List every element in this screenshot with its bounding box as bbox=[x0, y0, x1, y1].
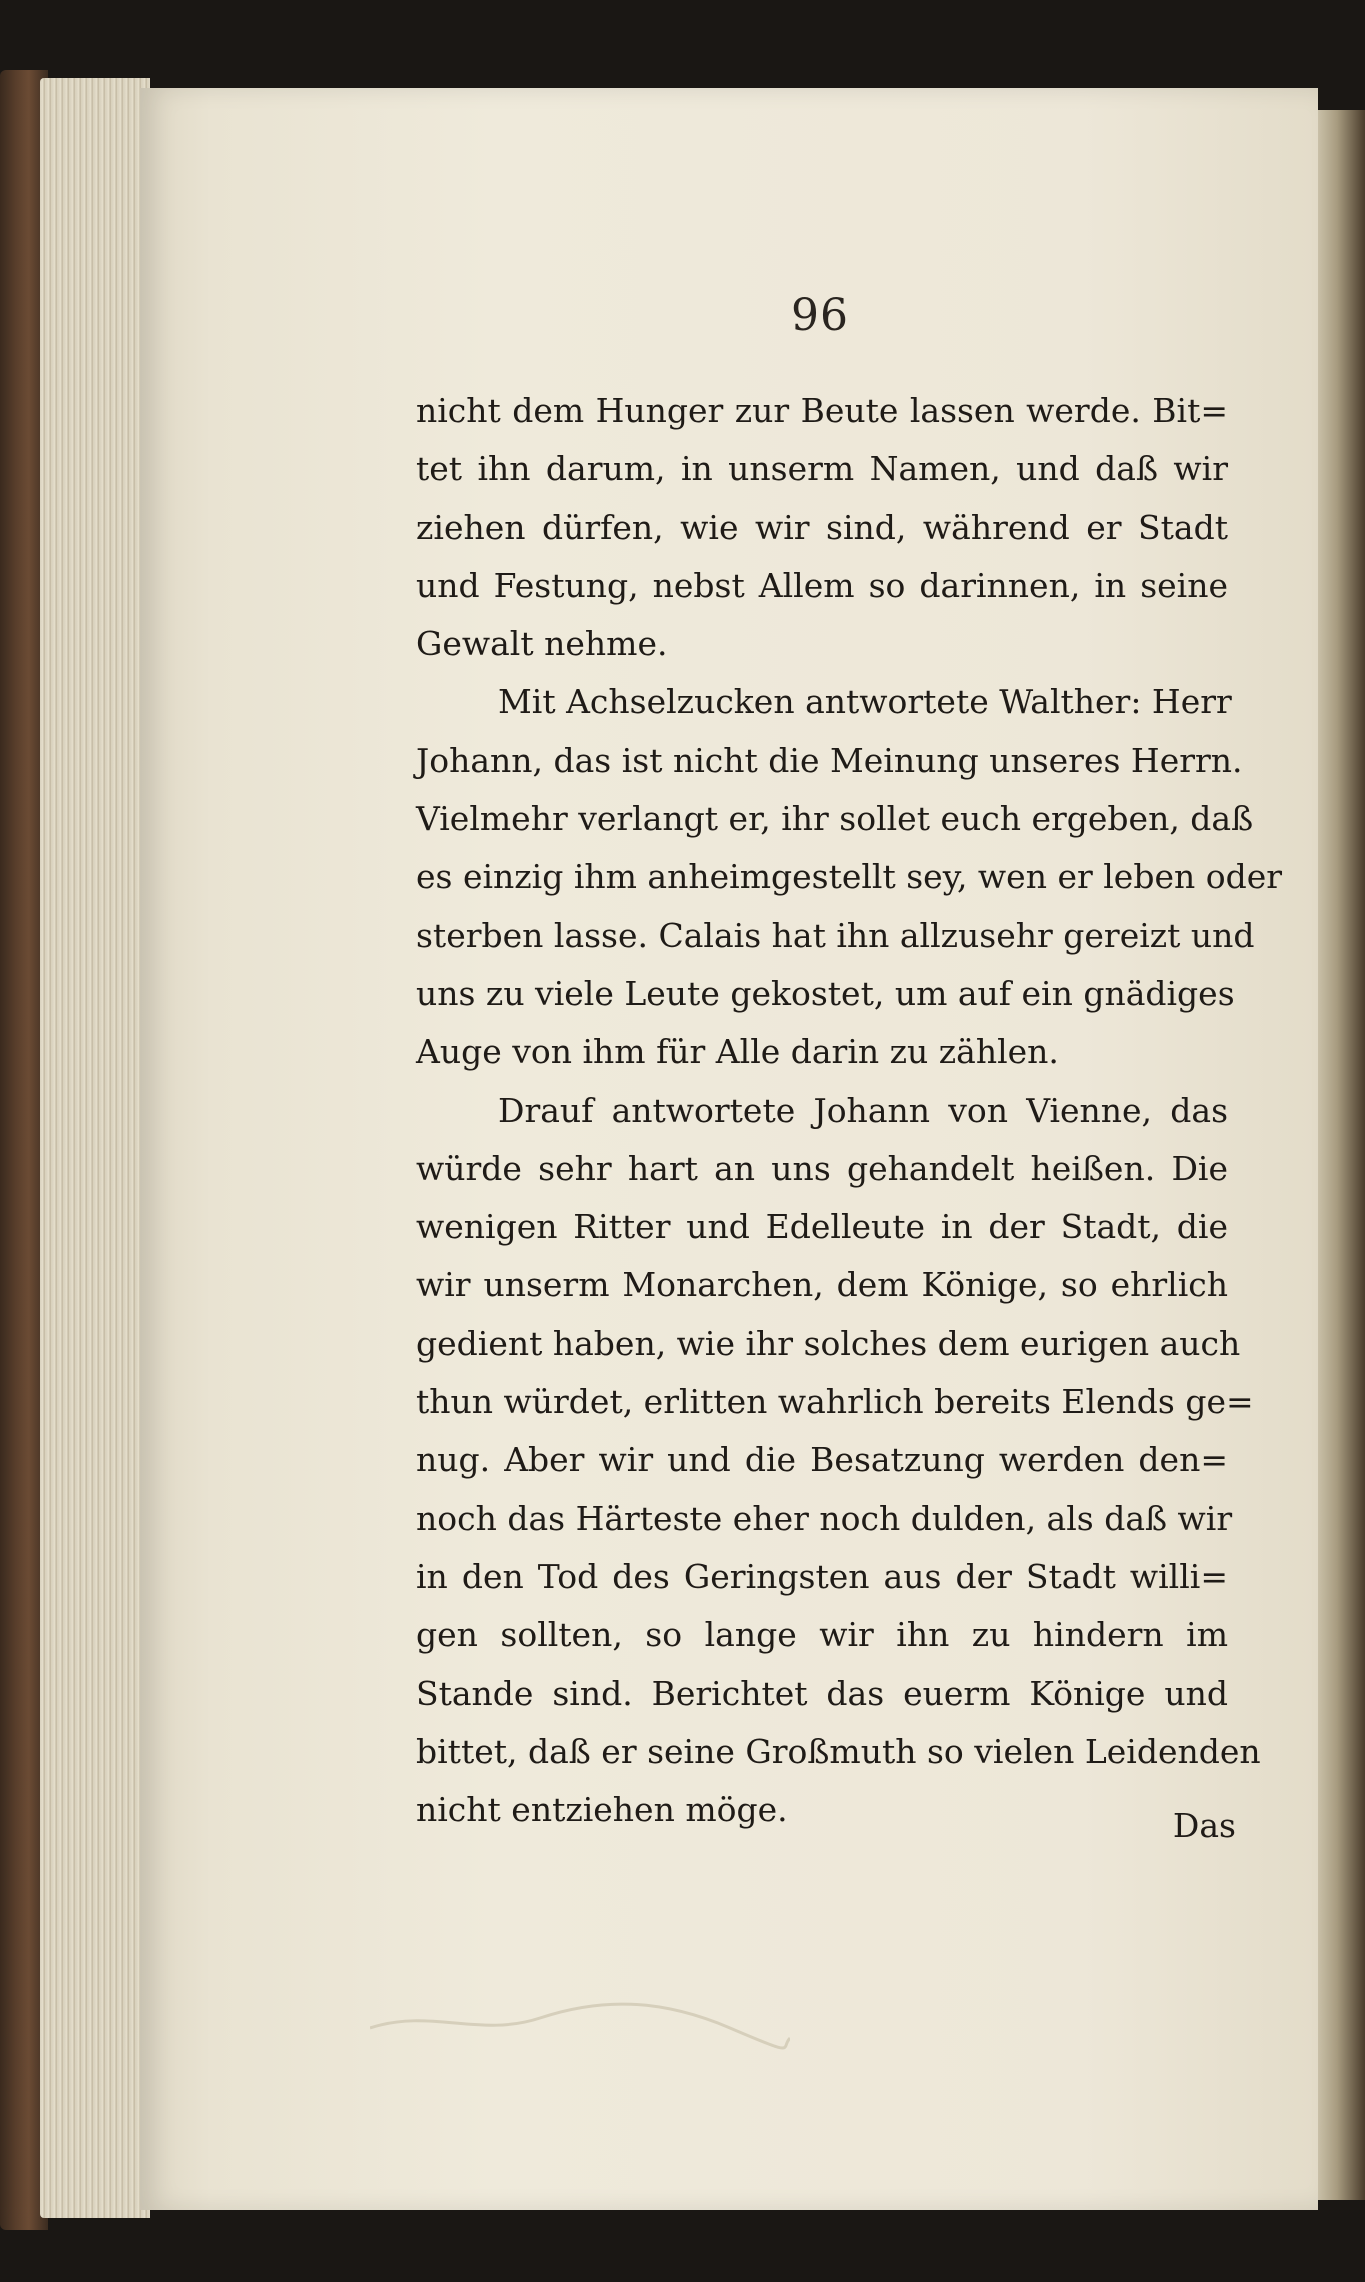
page-edges bbox=[40, 78, 150, 2218]
text-line: wir unserm Monarchen, dem Könige, so ehrlich bbox=[416, 1265, 1228, 1305]
text-line: gen sollten, so lange wir ihn zu hindern im bbox=[416, 1615, 1228, 1655]
text-line: Gewalt nehme. bbox=[416, 624, 668, 664]
next-page-edge bbox=[1318, 110, 1365, 2200]
text-line: wenigen Ritter und Edelleute in der Stadt, die bbox=[416, 1207, 1228, 1247]
text-line: nicht dem Hunger zur Beute lassen werde. Bit= bbox=[416, 391, 1228, 430]
text-line: uns zu viele Leute gekostet, um auf ein gnädiges bbox=[416, 973, 1235, 1013]
text-line: tet ihn darum, in unserm Namen, und daß wir bbox=[416, 449, 1228, 489]
text-line: Stande sind. Berichtet das euerm Könige und bbox=[416, 1673, 1228, 1713]
text-line: noch das Härteste eher noch dulden, als daß wir bbox=[416, 1498, 1233, 1538]
text-line: ziehen dürfen, wie wir sind, während er Stadt bbox=[416, 507, 1228, 547]
text-line: es einzig ihm anheimgestellt sey, wen er leben oder bbox=[416, 857, 1283, 897]
text-line: Auge von ihm für Alle darin zu zählen. bbox=[416, 1032, 1059, 1072]
text-line: nicht entziehen möge. bbox=[416, 1790, 788, 1830]
text-line: und Festung, nebst Allem so darinnen, in seine bbox=[416, 565, 1228, 605]
text-line: thun würdet, erlitten wahrlich bereits Elends ge= bbox=[416, 1382, 1254, 1422]
body-text bbox=[416, 382, 1283, 1839]
text-line: Johann, das ist nicht die Meinung unseres Herrn. bbox=[416, 740, 1243, 780]
text-line: sterben lasse. Calais hat ihn allzusehr gereizt und bbox=[416, 915, 1255, 955]
text-line: bittet, daß er seine Großmuth so vielen Leidenden bbox=[416, 1731, 1261, 1771]
page-number: 96 bbox=[791, 290, 849, 341]
text-line: Vielmehr verlangt er, ihr sollet euch ergeben, daß bbox=[416, 799, 1254, 839]
text-line: Drauf antwortete Johann von Vienne, das bbox=[498, 1090, 1228, 1130]
text-line: gedient haben, wie ihr solches dem eurigen auch bbox=[416, 1323, 1241, 1363]
text-line: nug. Aber wir und die Besatzung werden den= bbox=[416, 1440, 1228, 1480]
text-line: würde sehr hart an uns gehandelt heißen. Die bbox=[416, 1148, 1228, 1188]
paper-crease bbox=[370, 1968, 790, 2088]
text-line: Mit Achselzucken antwortete Walther: Herr bbox=[498, 682, 1232, 722]
catchword: Das bbox=[1172, 1806, 1236, 1845]
text-line: in den Tod des Geringsten aus der Stadt willi= bbox=[416, 1556, 1228, 1596]
